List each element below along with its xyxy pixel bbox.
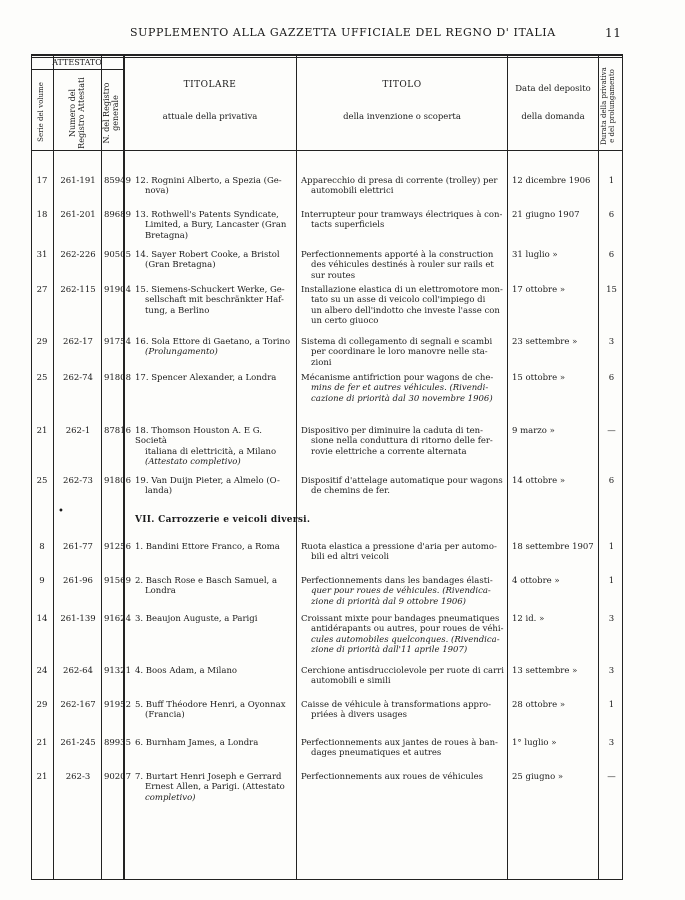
titolo-cell — [301, 285, 506, 326]
numero-cell: 262-17 — [63, 337, 93, 347]
numero-cell: 262-115 — [60, 285, 96, 295]
text-line: tato su un asse di veicolo coll'impiego di — [311, 295, 486, 306]
data-cell: 13 settembre » — [512, 666, 578, 676]
titolo-cell — [301, 542, 506, 563]
registro-cell: 91321 — [103, 666, 131, 676]
titolo-cell — [301, 666, 506, 687]
serie-cell: 21 — [36, 738, 48, 748]
registro-cell: 91808 — [103, 373, 131, 383]
col-rule — [296, 54, 297, 880]
serie-cell: 17 — [36, 176, 48, 186]
registro-cell: 91806 — [103, 476, 131, 486]
titolare-cell — [135, 700, 295, 721]
serie-cell: 25 — [36, 373, 48, 383]
text-line: 14. Sayer Robert Cooke, a Bristol — [135, 250, 280, 260]
data-cell: 15 ottobre » — [512, 373, 566, 383]
numero-cell: 261-245 — [60, 738, 96, 748]
text-line: 12. Rognini Alberto, a Spezia (Ge- — [135, 176, 282, 186]
durata-cell: 3 — [608, 738, 615, 748]
section-title: VII. Carrozzerie e veicoli diversi. — [135, 515, 311, 525]
durata-cell: 3 — [608, 614, 615, 624]
text-line: 17. Spencer Alexander, a Londra — [135, 373, 277, 383]
serie-cell: 21 — [36, 772, 48, 782]
durata-cell: — — [607, 772, 616, 782]
titolo-header: TITOLO — [382, 80, 422, 90]
data-cell: 25 giugno » — [512, 772, 564, 782]
text-line: 6. Burnham James, a Londra — [135, 738, 259, 748]
text-line: nova) — [145, 186, 169, 197]
durata-cell: 6 — [608, 476, 615, 486]
text-line: dages pneumatiques et autres — [311, 748, 442, 759]
titolare-cell — [135, 772, 295, 803]
text-line: per coordinare le loro manovre nelle sta- — [311, 347, 488, 358]
titolare-cell — [135, 176, 295, 197]
data-cell: 23 settembre » — [512, 337, 578, 347]
text-line: (Gran Bretagna) — [145, 260, 216, 271]
titolare-cell — [135, 426, 295, 467]
numero-cell: 261-201 — [60, 210, 96, 220]
data-header: Data del deposito — [515, 84, 591, 94]
text-line: Londra — [145, 586, 176, 597]
attestato-rule — [31, 69, 123, 70]
registro-cell: 91569 — [103, 576, 131, 586]
text-line: 3. Beaujon Auguste, a Parigi — [135, 614, 258, 624]
text-line: 19. Van Duijn Pieter, a Almelo (O- — [135, 476, 280, 486]
titolare-cell — [135, 210, 295, 241]
col-rule — [507, 54, 508, 880]
data-cell: 14 ottobre » — [512, 476, 566, 486]
text-line: rovie elettriche a corrente alternata — [311, 446, 467, 457]
registro-cell: 91952 — [103, 700, 131, 710]
registro-cell: 90505 — [103, 250, 131, 260]
numero-cell: 261-191 — [60, 176, 96, 186]
durata-cell: 6 — [608, 210, 615, 220]
text-line: 2. Basch Rose e Basch Samuel, a — [135, 576, 278, 586]
titolo-cell — [301, 337, 506, 368]
serie-cell: 14 — [36, 614, 48, 624]
numero-cell: 262-1 — [65, 426, 91, 436]
text-line: Perfectionnements aux jantes de roues à ban- — [301, 738, 498, 748]
text-line: bili ed altri veicoli — [311, 552, 390, 563]
durata-cell: 1 — [608, 176, 615, 186]
titolare-cell — [135, 576, 295, 597]
page-number: 11 — [605, 26, 622, 40]
text-line: 7. Burtart Henri Joseph e Gerrard — [135, 772, 282, 782]
serie-cell: 29 — [36, 700, 48, 710]
titolo-cell — [301, 176, 506, 197]
text-line: (Francia) — [145, 710, 185, 721]
table-top-rule — [31, 54, 623, 56]
text-line: 4. Boos Adam, a Milano — [135, 666, 238, 676]
titolare-cell — [135, 614, 295, 624]
serie-cell: 29 — [36, 337, 48, 347]
durata-cell: 1 — [608, 542, 615, 552]
text-line: quer pour roues de véhicules. (Rivendica- — [311, 586, 491, 597]
registro-cell: 90207 — [103, 772, 131, 782]
text-line: Limited, a Bury, Lancaster (Gran — [145, 220, 287, 231]
titolare-cell — [135, 337, 295, 358]
numero-cell: 262-226 — [60, 250, 96, 260]
data-cell: 31 luglio » — [512, 250, 558, 260]
data-cell: 4 ottobre » — [512, 576, 560, 586]
text-line: tung, a Berlino — [145, 305, 210, 316]
durata-cell: 3 — [608, 337, 615, 347]
text-line: Installazione elastica di un elettromotore mon- — [301, 285, 503, 295]
serie-cell: 18 — [36, 210, 48, 220]
registro-cell: 89935 — [103, 738, 131, 748]
titolare-cell — [135, 373, 295, 383]
text-line: 15. Siemens-Schuckert Werke, Ge- — [135, 285, 285, 295]
text-line: automobili elettrici — [311, 186, 394, 197]
text-line: Perfectionnements dans les bandages élasti- — [301, 576, 493, 586]
text-line: un albero dell'indotto che investe l'asse con — [311, 305, 500, 316]
registro-cell: 91904 — [103, 285, 131, 295]
titolo-cell — [301, 250, 506, 281]
text-line: cules automobiles quelconques. (Rivendica- — [311, 634, 500, 645]
text-line: Caisse de véhicule à transformations appro- — [301, 700, 492, 710]
titolo-cell — [301, 210, 506, 231]
data-subheader: della domanda — [521, 112, 585, 122]
text-line: antidérapants ou autres, pour roues de véhi- — [311, 624, 504, 635]
serie-cell: 9 — [39, 576, 45, 586]
serie-cell: 21 — [36, 426, 48, 436]
serie-cell: 8 — [39, 542, 45, 552]
patent-table — [31, 54, 623, 880]
titolo-cell — [301, 738, 506, 759]
titolare-cell — [135, 285, 295, 316]
durata-cell: — — [607, 426, 616, 436]
header-title: SUPPLEMENTO ALLA GAZZETTA UFFICIALE DEL REGNO D' ITALIA — [130, 26, 556, 39]
text-line: mins de fer et autres véhicules. (Rivendi- — [311, 383, 489, 394]
stray-mark: • — [58, 506, 64, 517]
text-line: zione di priorità dall'11 aprile 1907) — [311, 645, 468, 656]
titolo-cell — [301, 614, 506, 655]
registro-cell: 91256 — [103, 542, 131, 552]
data-cell: 17 ottobre » — [512, 285, 566, 295]
titolo-cell — [301, 576, 506, 607]
attestato-header: ATTESTATO — [52, 58, 102, 67]
numero-cell: 262-167 — [60, 700, 96, 710]
text-line: un certo giuoco — [311, 316, 379, 327]
numero-cell: 261-77 — [63, 542, 93, 552]
text-line: des véhicules destinés à rouler sur rails et — [311, 260, 494, 271]
numero-cell: 261-139 — [60, 614, 96, 624]
text-line: landa) — [145, 486, 173, 497]
text-line: Cerchione antisdrucciolevole per ruote di carri — [301, 666, 504, 676]
text-line: (Attestato completivo) — [145, 457, 241, 468]
titolo-cell — [301, 373, 506, 404]
titolare-cell — [135, 542, 295, 552]
serie-cell: 31 — [36, 250, 48, 260]
data-cell: 9 marzo » — [512, 426, 555, 436]
registro-cell: 91624 — [103, 614, 131, 624]
serie-cell: 27 — [36, 285, 48, 295]
text-line: Mécanisme antifriction pour wagons de che- — [301, 373, 494, 383]
titolo-subheader: della invenzione o scoperta — [343, 112, 461, 122]
serie-cell: 24 — [36, 666, 48, 676]
numero-cell: 262-64 — [63, 666, 93, 676]
durata-cell: 3 — [608, 666, 615, 676]
titolo-cell — [301, 772, 506, 782]
registro-cell: 89689 — [103, 210, 131, 220]
durata-cell: 15 — [606, 285, 617, 295]
text-line: 18. Thomson Houston A. E G. Società — [135, 426, 262, 447]
titolare-cell — [135, 666, 295, 676]
text-line: 5. Buff Théodore Henri, a Oyonnax — [135, 700, 286, 710]
numero-cell: 262-74 — [63, 373, 93, 383]
durata-cell: 1 — [608, 576, 615, 586]
durata-header: Durata della privativa e del prolungamento — [600, 67, 617, 145]
titolare-subheader: attuale della privativa — [162, 112, 258, 122]
data-cell: 12 dicembre 1906 — [512, 176, 591, 186]
titolo-cell — [301, 426, 506, 457]
text-line: cazione di priorità dal 30 novembre 1906) — [311, 393, 493, 404]
text-line: Perfectionnements apporté à la construction — [301, 250, 494, 260]
text-line: (Prolungamento) — [145, 347, 218, 358]
text-line: Bretagna) — [145, 230, 189, 241]
text-line: tacts superficiels — [311, 220, 385, 231]
text-line: Ruota elastica a pressione d'aria per automo- — [301, 542, 497, 552]
data-cell: 21 giugno 1907 — [512, 210, 580, 220]
text-line: Dispositif d'attelage automatique pour wagons — [301, 476, 503, 486]
numero-cell: 261-96 — [63, 576, 93, 586]
numero-cell: 262-73 — [63, 476, 93, 486]
numero-header: Numero del Registro Attestati — [68, 77, 87, 149]
text-line: zioni — [311, 357, 332, 368]
text-line: priées à divers usages — [311, 710, 407, 721]
text-line: completivo) — [145, 792, 196, 803]
text-line: zione di priorità dal 9 ottobre 1906) — [311, 596, 466, 607]
text-line: sellschaft mit beschränkter Haf- — [145, 295, 284, 306]
durata-cell: 1 — [608, 700, 615, 710]
data-cell: 1° luglio » — [512, 738, 557, 748]
text-line: Sistema di collegamento di segnali e scambi — [301, 337, 493, 347]
titolare-cell — [135, 738, 295, 748]
durata-cell: 6 — [608, 250, 615, 260]
text-line: Perfectionnements aux roues de véhicules — [301, 772, 483, 782]
text-line: Dispositivo per diminuire la caduta di ten- — [301, 426, 483, 436]
text-line: Apparecchio di presa di corrente (trolley) per — [301, 176, 498, 186]
table-bottom-rule — [31, 879, 623, 880]
text-line: sur routes — [311, 270, 356, 281]
durata-cell: 6 — [608, 373, 615, 383]
text-line: 13. Rothwell's Patents Syndicate, — [135, 210, 279, 220]
titolo-cell — [301, 700, 506, 721]
titolare-cell — [135, 250, 295, 271]
data-cell: 28 ottobre » — [512, 700, 566, 710]
registro-header: N. del Registro generale — [102, 82, 121, 144]
text-line: italiana di elettricità, a Milano — [145, 446, 277, 457]
text-line: Ernest Allen, a Parigi. (Attestato — [145, 782, 285, 793]
registro-cell: 87816 — [103, 426, 131, 436]
data-cell: 18 settembre 1907 — [512, 542, 594, 552]
titolare-cell — [135, 476, 295, 497]
text-line: sione nella conduttura di ritorno delle fer- — [311, 436, 493, 447]
text-line: de chemins de fer. — [311, 486, 390, 497]
numero-cell: 262-3 — [65, 772, 91, 782]
text-line: Interrupteur pour tramways électriques à con- — [301, 210, 503, 220]
serie-cell: 25 — [36, 476, 48, 486]
registro-cell: 85949 — [103, 176, 131, 186]
registro-cell: 91754 — [103, 337, 131, 347]
text-line: automobili e simili — [311, 676, 391, 687]
titolo-cell — [301, 476, 506, 497]
serie-header: Serie del volume — [37, 82, 45, 142]
text-line: Croissant mixte pour bandages pneumatiques — [301, 614, 500, 624]
text-line: 16. Sola Ettore di Gaetano, a Torino — [135, 337, 291, 347]
titolare-header: TITOLARE — [183, 80, 237, 90]
text-line: 1. Bandini Ettore Franco, a Roma — [135, 542, 280, 552]
data-cell: 12 id. » — [512, 614, 545, 624]
